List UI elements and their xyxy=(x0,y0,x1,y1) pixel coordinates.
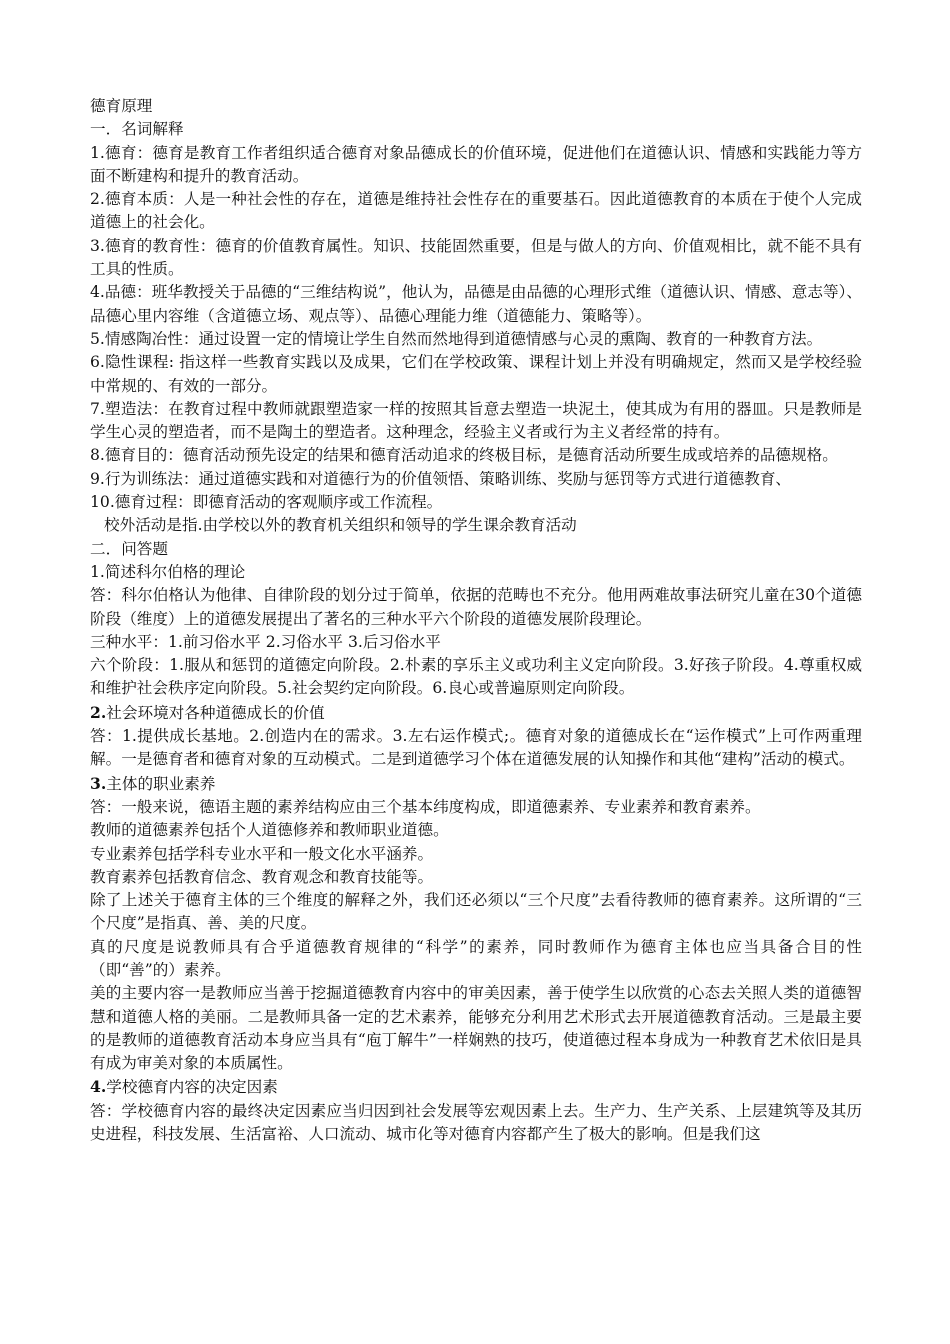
question-title: 1.简述科尔伯格的理论 xyxy=(90,562,246,581)
document-page xyxy=(90,95,862,1146)
question-text: 学校德育内容的决定因素 xyxy=(106,1078,278,1097)
term-item: 4.品德：班华教授关于品德的“三维结构说”，他认为，品德是由品德的心理形式维（道德认识、情感、意志等）、品德心里内容维（含道德立场、观点等）、品德心理能力维（道德能力、策略等）。 xyxy=(90,283,862,325)
term-item: 3.德育的教育性：德育的价值教育属性。知识、技能固然重要，但是与做人的方向、价值观相比，就不能不具有工具的性质。 xyxy=(90,236,862,279)
question-title xyxy=(90,701,862,725)
document-title: 德育原理 xyxy=(90,97,153,115)
term-extra: 校外活动是指.由学校以外的教育机关组织和领导的学生课余教育活动 xyxy=(104,516,577,535)
term-item: 6.隐性课程: 指这样一些教育实践以及成果，它们在学校政策、课程计划上并没有明确规定，然而又是学校经验中常规的、有效的一部分。 xyxy=(90,353,862,395)
question-text: 主体的职业素养 xyxy=(106,774,216,793)
term-item: 2.德育本质：人是一种社会性的存在，道德是维持社会性存在的重要基石。因此道德教育的本质在于使个人完成道德上的社会化。 xyxy=(90,190,862,232)
question-title xyxy=(90,772,862,796)
section-heading-qa: 二．问答题 xyxy=(90,539,168,558)
term-item: 1.德育：德育是教育工作者组织适合德育对象品德成长的价值环境，促进他们在道德认识、情感和实践能力等方面不断建构和提升的教育活动。 xyxy=(90,143,862,185)
question-number: 4. xyxy=(90,1077,107,1097)
answer-paragraph: 答：一般来说，德语主题的素养结构应由三个基本纬度构成，即道德素养、专业素养和教育素养。 xyxy=(90,797,761,816)
question-number: 3. xyxy=(90,773,107,793)
answer-paragraph: 除了上述关于德育主体的三个维度的解释之外，我们还必须以“三个尺度”去看待教师的德育素养。这所谓的“三个尺度”是指真、善、美的尺度。 xyxy=(90,891,862,933)
answer-paragraph: 三种水平：1.前习俗水平 2.习俗水平 3.后习俗水平 xyxy=(90,632,441,651)
answer-paragraph: 专业素养包括学科专业水平和一般文化水平涵养。 xyxy=(90,844,434,863)
section-heading-terms: 一．名词解释 xyxy=(90,120,184,139)
answer-paragraph: 美的主要内容一是教师应当善于挖掘道德教育内容中的审美因素，善于使学生以欣赏的心态去关照人类的道德智慧和道德人格的美丽。二是教师具备一定的艺术素养，能够充分利用艺术形式去开展道德教育活动。三是最主要的是教师的道德教育活动本身应当具有“庖丁解牛”一样娴熟的技巧，使道德过程本身成为一种教育艺术依旧是具有成为审美对象的本质属性。 xyxy=(90,984,862,1073)
answer-paragraph: 真的尺度是说教师具有合乎道德教育规律的“科学”的素养，同时教师作为德育主体也应当具备合目的性（即“善”的）素养。 xyxy=(90,937,862,979)
question-text: 社会环境对各种道德成长的价值 xyxy=(106,703,325,722)
answer-paragraph: 答：学校德育内容的最终决定因素应当归因到社会发展等宏观因素上去。生产力、生产关系、上层建筑等及其历史进程，科技发展、生活富裕、人口流动、城市化等对德育内容都产生了极大的影响。但是我们这 xyxy=(90,1101,862,1144)
term-item: 7.塑造法：在教育过程中教师就跟塑造家一样的按照其旨意去塑造一块泥土，使其成为有用的器皿。只是教师是学生心灵的塑造者，而不是陶土的塑造者。这种理念，经验主义者或行为主义者经常的持有。 xyxy=(90,399,862,442)
answer-paragraph: 六个阶段：1.服从和惩罚的道德定向阶段。2.朴素的享乐主义或功利主义定向阶段。3.好孩子阶段。4.尊重权威和维护社会秩序定向阶段。5.社会契约定向阶段。6.良心或普遍原则定向阶段。 xyxy=(90,656,862,698)
answer-paragraph: 教师的道德素养包括个人道德修养和教师职业道德。 xyxy=(90,821,449,840)
term-item: 5.情感陶冶性：通过设置一定的情境让学生自然而然地得到道德情感与心灵的熏陶、教育的一种教育方法。 xyxy=(90,329,823,348)
term-item: 9.行为训练法：通过道德实践和对道德行为的价值领悟、策略训练、奖励与惩罚等方式进行道德教育、 xyxy=(90,469,792,488)
term-item: 8.德育目的：德育活动预先设定的结果和德育活动追求的终极目标，是德育活动所要生成或培养的品德规格。 xyxy=(90,446,838,465)
answer-paragraph: 答：科尔伯格认为他律、自律阶段的划分过于简单，依据的范畴也不充分。他用两难故事法研究儿童在30个道德阶段（维度）上的道德发展提出了著名的三种水平六个阶段的道德发展阶段理论。 xyxy=(90,586,862,628)
answer-paragraph: 答：1.提供成长基地。2.创造内在的需求。3.左右运作模式;。德育对象的道德成长在“运作模式”上可作两重理解。一是德育者和德育对象的互动模式。二是到道德学习个体在道德发展的认知操作和其他“建构”活动的模式。 xyxy=(90,727,862,769)
question-title xyxy=(90,1075,862,1099)
answer-paragraph: 教育素养包括教育信念、教育观念和教育技能等。 xyxy=(90,867,434,886)
term-item: 10.德育过程：即德育活动的客观顺序或工作流程。 xyxy=(90,493,443,512)
question-number: 2. xyxy=(90,702,107,722)
